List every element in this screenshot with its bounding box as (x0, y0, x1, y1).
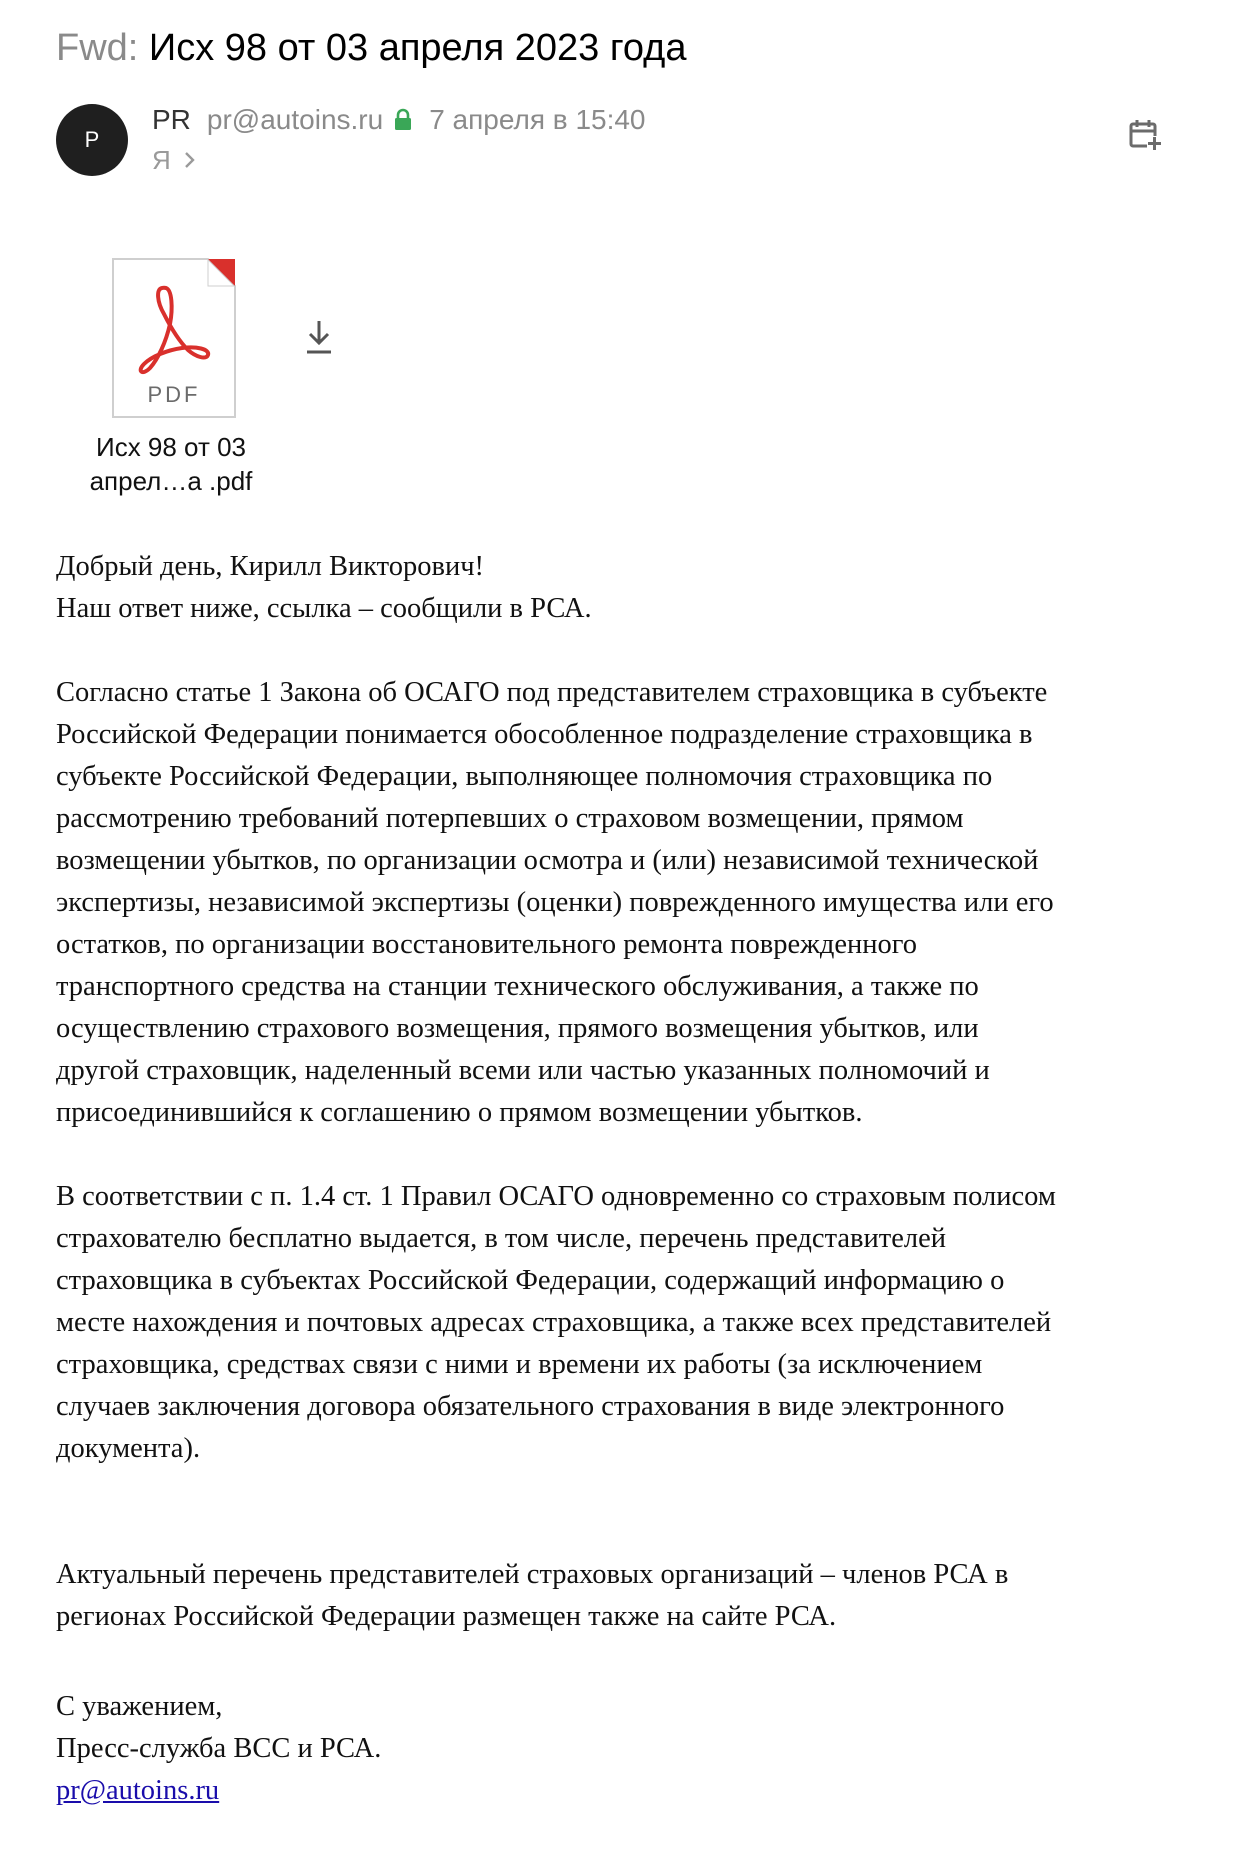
paragraph-rsa-list (56, 1554, 1186, 1638)
greeting: Добрый день, Кирилл Викторович! (56, 551, 485, 582)
greeting-block (56, 546, 1186, 630)
text-line: Согласно статье 1 Закона об ОСАГО под представителем страховщика в субъекте (56, 677, 1048, 708)
download-icon[interactable] (304, 318, 334, 356)
signature (56, 1686, 1186, 1812)
sender-avatar[interactable] (56, 104, 128, 176)
file-type-label: PDF (147, 382, 201, 407)
signature-email-link[interactable]: pr@autoins.ru (56, 1775, 220, 1806)
text-line: возмещении убытков, по организации осмотра и (или) независимой технической (56, 845, 1039, 876)
signature-regards: С уважением, (56, 1691, 223, 1722)
chevron-right-icon (183, 150, 197, 170)
attachment-name-line-1: Исх 98 от 03 (96, 432, 246, 462)
text-line: экспертизы, независимой экспертизы (оценки) поврежденного имущества или его (56, 887, 1054, 918)
text-line: осуществлению страхового возмещения, прямого возмещения убытков, или (56, 1013, 979, 1044)
text-line: присоединившийся к соглашению о прямом возмещении убытков. (56, 1097, 863, 1128)
sender-info (152, 100, 646, 140)
sent-date: 7 апреля в 15:40 (429, 104, 646, 135)
text-line: страховщика в субъектах Российской Федерации, содержащий информацию о (56, 1265, 1005, 1296)
sender-name[interactable]: PR (152, 104, 191, 135)
text-line: остатков, по организации восстановительного ремонта поврежденного (56, 929, 917, 960)
signature-team: Пресс-служба ВСС и РСА. (56, 1733, 382, 1764)
text-line: субъекте Российской Федерации, выполняющее полномочия страховщика по (56, 761, 993, 792)
text-line: В соответствии с п. 1.4 ст. 1 Правил ОСАГО одновременно со страховым полисом (56, 1181, 1056, 1212)
subject-prefix: Fwd: (56, 27, 139, 69)
attachment-name-line-2: апрел…а .pdf (89, 466, 253, 496)
text-line: случаев заключения договора обязательного страхования в виде электронного (56, 1391, 1005, 1422)
sender-email[interactable]: pr@autoins.ru (206, 104, 384, 135)
text-line: рассмотрению требований потерпевших о страховом возмещении, прямом (56, 803, 964, 834)
paragraph-osago-law (56, 672, 1186, 1134)
pdf-file-icon[interactable] (112, 258, 236, 418)
subject-title: Исх 98 от 03 апреля 2023 года (148, 27, 687, 69)
recipients-toggle[interactable] (152, 142, 197, 178)
text-line: другой страховщик, наделенный всеми или частью указанных полномочий и (56, 1055, 990, 1086)
text-line: транспортного средства на станции технического обслуживания, а также по (56, 971, 979, 1002)
text-line: страхователю бесплатно выдается, в том числе, перечень представителей (56, 1223, 946, 1254)
intro-line: Наш ответ ниже, ссылка – сообщили в РСА. (56, 593, 592, 624)
text-line: регионах Российской Федерации размещен также на сайте РСА. (56, 1601, 837, 1632)
email-subject (56, 18, 686, 78)
text-line: месте нахождения и почтовых адресах страховщика, а также всех представителей (56, 1307, 1052, 1338)
paragraph-osago-rules (56, 1176, 1186, 1470)
text-line: Российской Федерации понимается обособленное подразделение страховщика в (56, 719, 1033, 750)
add-to-calendar-icon[interactable] (1128, 118, 1162, 152)
attachment-name[interactable] (76, 430, 266, 498)
avatar-letter: P (84, 127, 100, 152)
text-line: Актуальный перечень представителей страховых организаций – членов РСА в (56, 1559, 1009, 1590)
text-line: страховщика, средствах связи с ними и времени их работы (за исключением (56, 1349, 983, 1380)
text-line: документа). (56, 1433, 201, 1464)
lock-icon (393, 108, 413, 132)
recipient-label: Я (152, 144, 171, 175)
